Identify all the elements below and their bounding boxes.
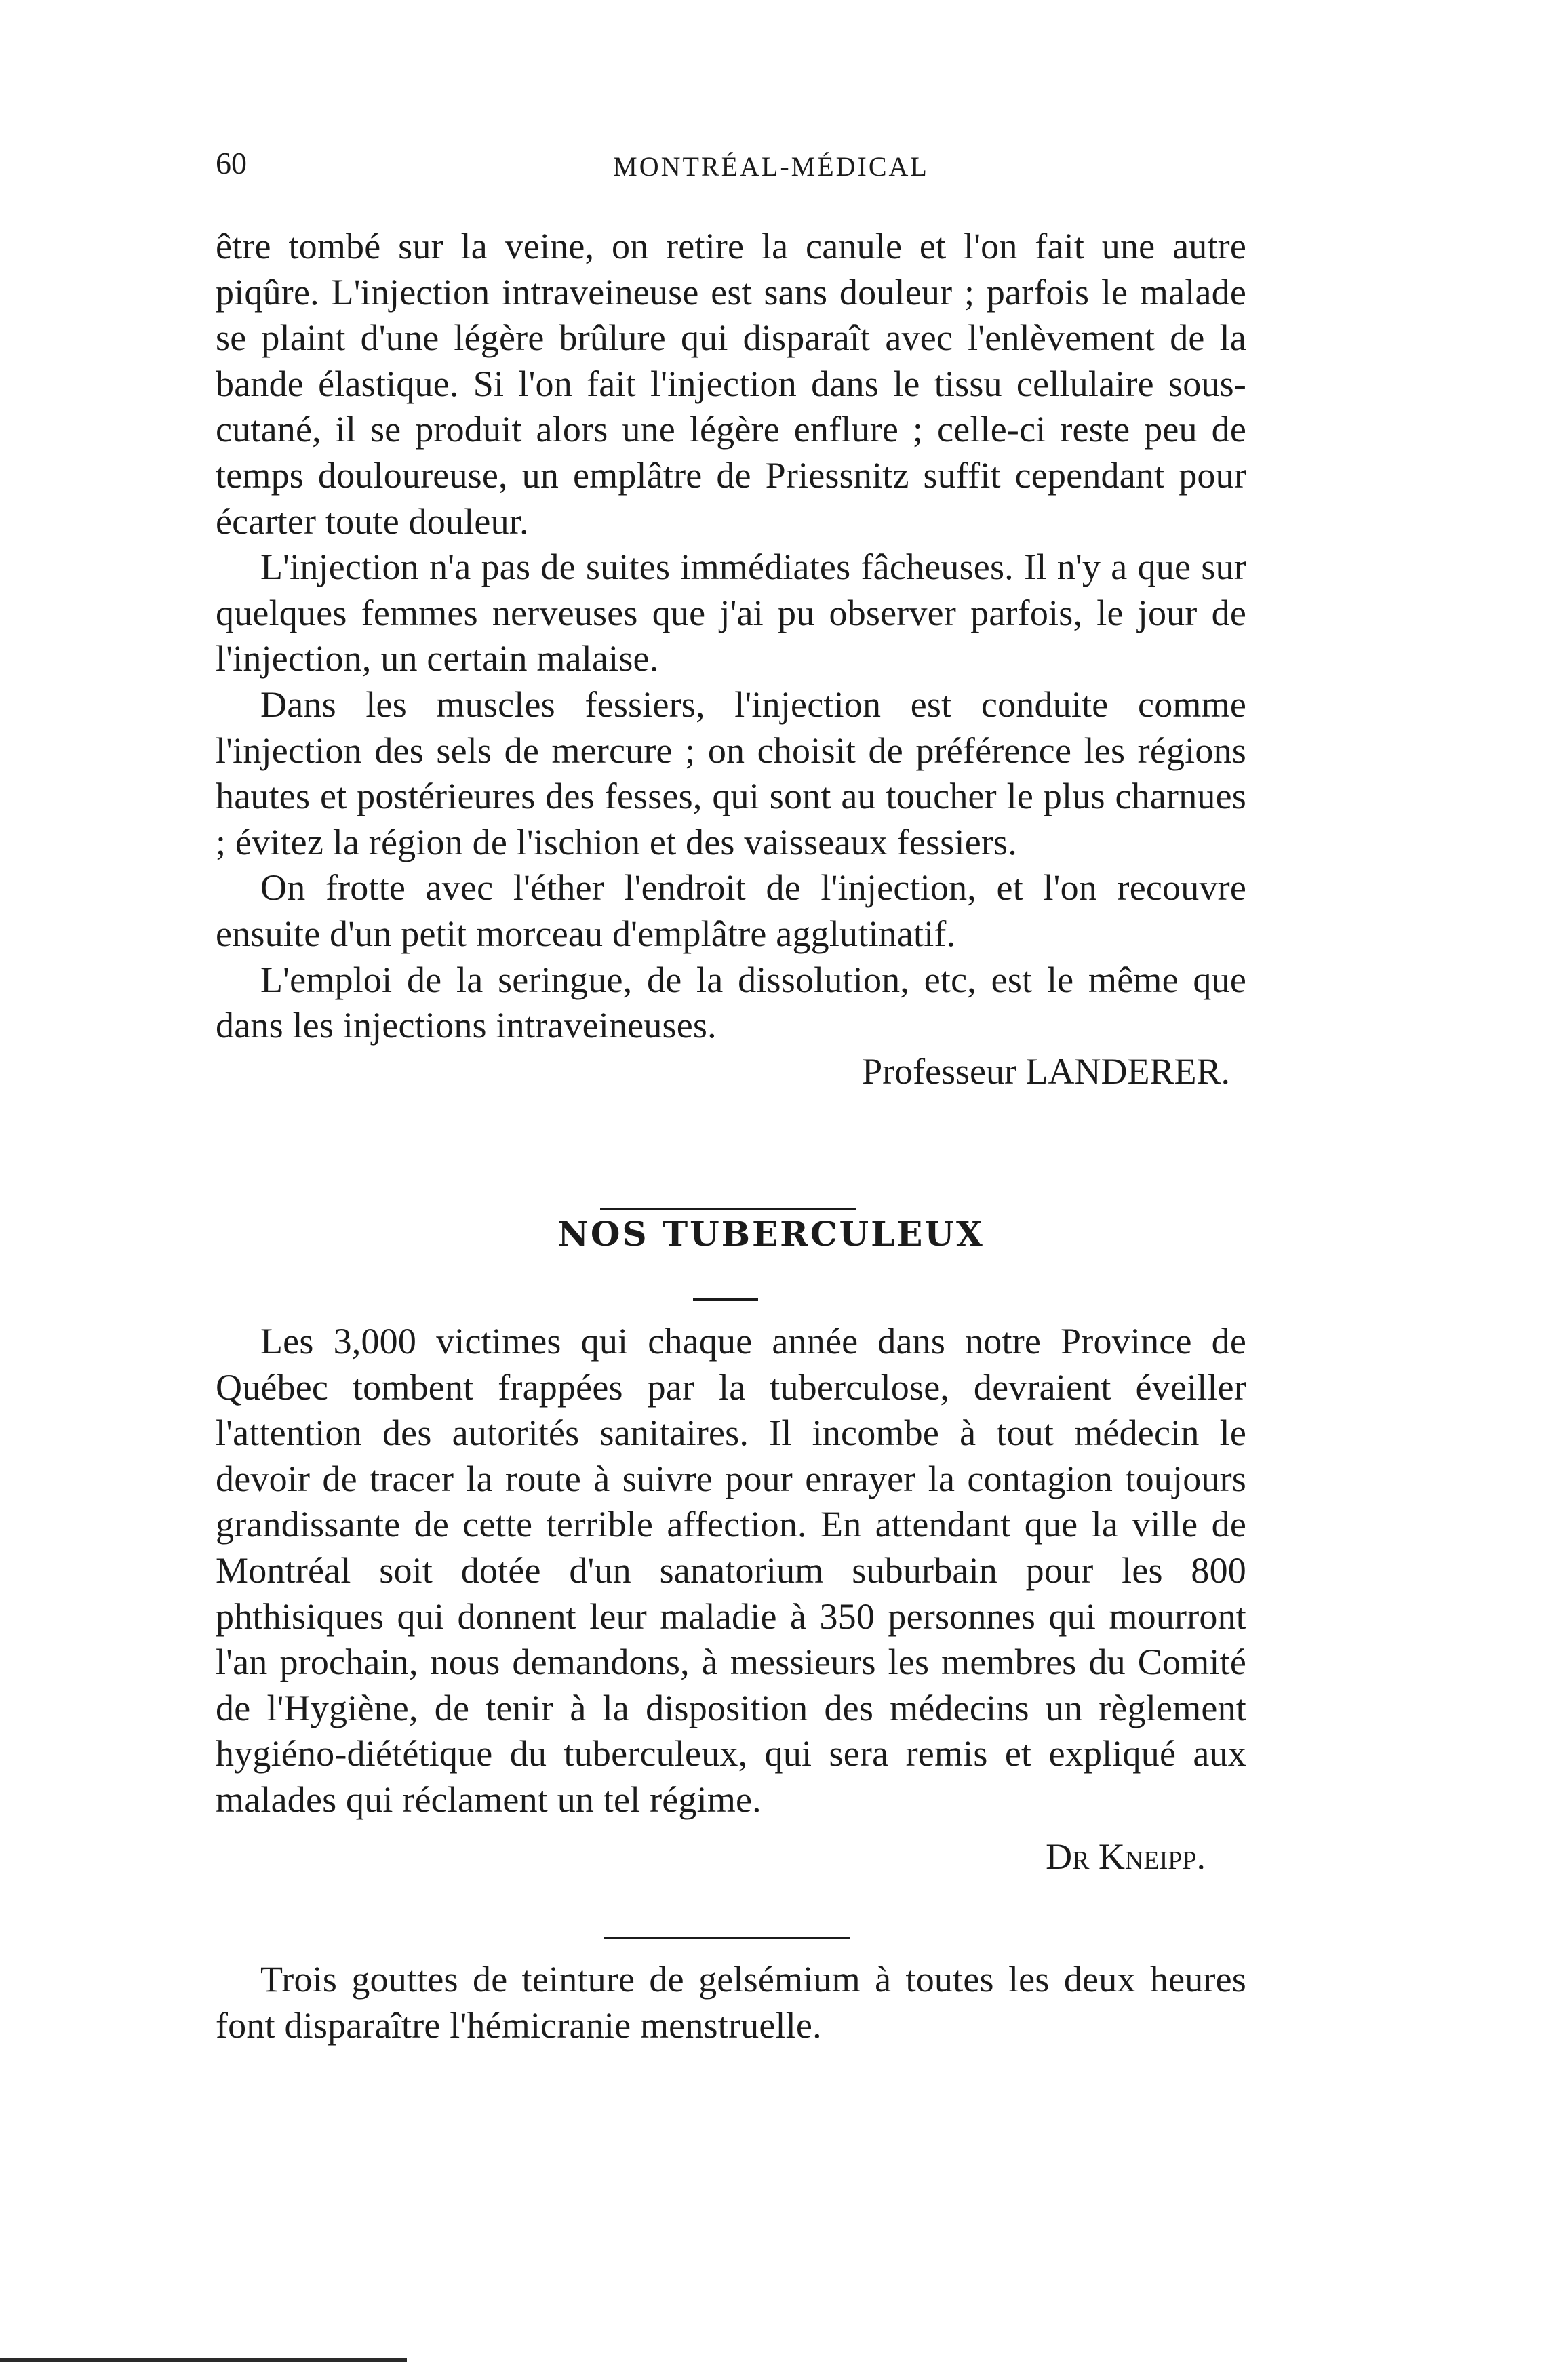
paragraph: être tombé sur la veine, on retire la canule et l'on fait une autre piqûre. L'injection intraveineuse est sans douleur ; parfois le malade se plaint d'une légère brûlure qui disparaît avec l'enlèvement de la bande élastique. Si l'on fait l'injection dans le tissu cellulaire sous-cutané, il se produit alors une légère enflure ; celle-ci reste peu de temps douloureuse, un emplâtre de Priessnitz suffit cependant pour écarter toute douleur.	[216, 226, 1246, 542]
author-signature: Dr Kneipp.	[1046, 1836, 1206, 1877]
section-divider	[604, 1937, 850, 1939]
running-title: MONTRÉAL-MÉDICAL	[613, 151, 929, 182]
article-tuberculeux-body	[216, 1319, 1246, 1880]
title-ornament-rule	[693, 1298, 758, 1301]
section-title: NOS TUBERCULEUX	[557, 1214, 985, 1254]
paragraph: Dans les muscles fessiers, l'injection est conduite comme l'injection des sels de mercure ; on choisit de préférence les régions hautes et postérieures des fesses, qui sont au toucher le plus charnues ; évitez la région de l'ischion et des vaisseaux fessiers.	[216, 683, 1246, 862]
article-landerer-body	[216, 224, 1246, 1094]
author-signature: Professeur LANDERER.	[862, 1050, 1230, 1092]
page-edge-rule	[0, 2358, 407, 2362]
paragraph: L'injection n'a pas de suites immédiates fâcheuses. Il n'y a que sur quelques femmes nerveuses que j'ai pu observer parfois, le jour de l'injection, un certain malaise.	[216, 547, 1246, 679]
note-body	[216, 1957, 1246, 2048]
section-divider	[600, 1208, 856, 1210]
paragraph: L'emploi de la seringue, de la dissolution, etc, est le même que dans les injections intraveineuses.	[216, 959, 1246, 1046]
paragraph: Trois gouttes de teinture de gelsémium à toutes les deux heures font disparaître l'hémicranie menstruelle.	[216, 1959, 1246, 2046]
paragraph: On frotte avec l'éther l'endroit de l'injection, et l'on recouvre ensuite d'un petit morceau d'emplâtre agglutinatif.	[216, 867, 1246, 954]
paragraph: Les 3,000 victimes qui chaque année dans notre Province de Québec tombent frappées par la tuberculose, devraient éveiller l'attention des autorités sanitaires. Il incombe à tout médecin le devoir de tracer la route à suivre pour enrayer la contagion toujours grandissante de cette terrible affection. En attendant que la ville de Montréal soit dotée d'un sanatorium suburbain pour les 800 phthisiques qui donnent leur maladie à 350 personnes qui mourront l'an prochain, nous demandons, à messieurs les membres du Comité de l'Hygiène, de tenir à la disposition des médecins un règlement hygiéno-diététique du tuberculeux, qui sera remis et expliqué aux malades qui réclament un tel régime.	[216, 1321, 1246, 1820]
page-number: 60	[216, 146, 247, 180]
